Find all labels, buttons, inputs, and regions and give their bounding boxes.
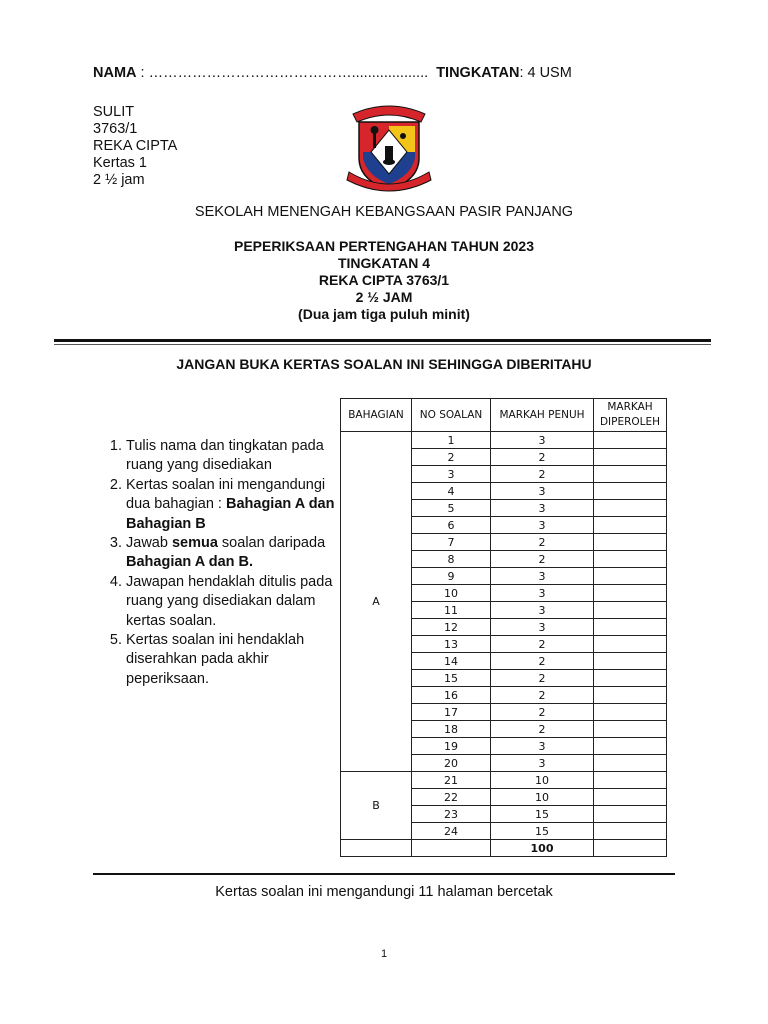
question-number-cell: 19 xyxy=(412,738,491,755)
warning-text: JANGAN BUKA KERTAS SOALAN INI SEHINGGA DIBERITAHU xyxy=(176,356,592,372)
question-number-cell: 6 xyxy=(412,517,491,534)
page-count-note: Kertas soalan ini mengandungi 11 halaman bercetak xyxy=(215,884,553,900)
full-marks-cell: 15 xyxy=(491,806,594,823)
full-marks-cell: 10 xyxy=(491,789,594,806)
full-marks-cell: 3 xyxy=(491,432,594,449)
question-number-cell: 13 xyxy=(412,636,491,653)
full-marks-cell: 2 xyxy=(491,721,594,738)
marks-obtained-cell xyxy=(594,636,667,653)
instruction-item: 1. Tulis nama dan tingkatan pada ruang yang disediakan xyxy=(126,437,341,476)
school-name: SEKOLAH MENENGAH KEBANGSAAN PASIR PANJANG xyxy=(194,204,574,220)
marks-obtained-cell xyxy=(594,534,667,551)
question-number-cell: 10 xyxy=(412,585,491,602)
marks-obtained-cell xyxy=(594,823,667,840)
marks-obtained-cell xyxy=(594,738,667,755)
marks-obtained-cell xyxy=(594,551,667,568)
question-number-cell: 12 xyxy=(412,619,491,636)
exam-title-block xyxy=(0,238,768,323)
marks-obtained-cell xyxy=(594,619,667,636)
tingkatan-value: : 4 USM xyxy=(519,65,572,81)
marks-table xyxy=(340,398,667,857)
table-header-row xyxy=(341,399,667,432)
marks-obtained-cell xyxy=(594,449,667,466)
marks-obtained-cell xyxy=(594,466,667,483)
marks-obtained-cell xyxy=(594,704,667,721)
school-crest-logo xyxy=(345,100,433,194)
empty-total-cell xyxy=(341,840,412,857)
question-number-cell: 3 xyxy=(412,466,491,483)
col-header-no-soalan: NO SOALAN xyxy=(412,399,491,432)
question-number-cell: 17 xyxy=(412,704,491,721)
full-marks-cell: 3 xyxy=(491,619,594,636)
question-number-cell: 5 xyxy=(412,500,491,517)
col-header-markah-penuh: MARKAH PENUH xyxy=(491,399,594,432)
marks-obtained-cell xyxy=(594,568,667,585)
name-line xyxy=(93,65,572,81)
question-number-cell: 22 xyxy=(412,789,491,806)
meta-line: 2 ½ jam xyxy=(93,172,145,188)
exam-title-line: REKA CIPTA 3763/1 xyxy=(318,272,450,288)
section-cell: A xyxy=(341,432,412,772)
marks-obtained-cell xyxy=(594,653,667,670)
full-marks-cell: 10 xyxy=(491,772,594,789)
meta-line: REKA CIPTA xyxy=(93,138,178,154)
exam-title-line: 2 ½ JAM xyxy=(355,289,413,305)
footer-divider xyxy=(93,873,675,875)
full-marks-cell: 2 xyxy=(491,551,594,568)
question-number-cell: 23 xyxy=(412,806,491,823)
marks-obtained-cell xyxy=(594,687,667,704)
full-marks-cell: 3 xyxy=(491,738,594,755)
question-number-cell: 9 xyxy=(412,568,491,585)
empty-total-cell xyxy=(594,840,667,857)
divider-thick xyxy=(54,339,711,342)
full-marks-cell: 2 xyxy=(491,466,594,483)
divider-thin xyxy=(54,344,711,345)
full-marks-cell: 15 xyxy=(491,823,594,840)
full-marks-cell: 2 xyxy=(491,449,594,466)
full-marks-cell: 3 xyxy=(491,602,594,619)
section-cell: B xyxy=(341,772,412,840)
meta-line: Kertas 1 xyxy=(93,155,147,171)
question-number-cell: 20 xyxy=(412,755,491,772)
exam-title-line: TINGKATAN 4 xyxy=(337,255,431,271)
instruction-item: 2. Kertas soalan ini mengandungi dua bahagian : Bahagian A dan Bahagian B xyxy=(126,476,341,534)
marks-obtained-cell xyxy=(594,500,667,517)
full-marks-cell: 2 xyxy=(491,636,594,653)
instruction-item: 3. Jawab semua soalan daripada Bahagian A dan B. xyxy=(126,534,341,573)
total-marks-cell: 100 xyxy=(491,840,594,857)
full-marks-cell: 3 xyxy=(491,568,594,585)
page-number: 1 xyxy=(380,948,388,960)
full-marks-cell: 3 xyxy=(491,517,594,534)
meta-line: SULIT xyxy=(93,104,135,120)
table-row xyxy=(341,432,667,449)
meta-line: 3763/1 xyxy=(93,121,138,137)
marks-obtained-cell xyxy=(594,772,667,789)
full-marks-cell: 3 xyxy=(491,755,594,772)
instructions-list xyxy=(98,437,341,689)
nama-label: NAMA xyxy=(93,65,137,81)
exam-title-line: PEPERIKSAAN PERTENGAHAN TAHUN 2023 xyxy=(233,238,534,254)
question-number-cell: 18 xyxy=(412,721,491,738)
question-number-cell: 11 xyxy=(412,602,491,619)
full-marks-cell: 2 xyxy=(491,687,594,704)
marks-obtained-cell xyxy=(594,483,667,500)
marks-obtained-cell xyxy=(594,517,667,534)
question-number-cell: 2 xyxy=(412,449,491,466)
full-marks-cell: 2 xyxy=(491,653,594,670)
full-marks-cell: 2 xyxy=(491,534,594,551)
question-number-cell: 1 xyxy=(412,432,491,449)
empty-total-cell xyxy=(412,840,491,857)
marks-obtained-cell xyxy=(594,755,667,772)
question-number-cell: 7 xyxy=(412,534,491,551)
question-number-cell: 8 xyxy=(412,551,491,568)
paper-meta xyxy=(93,104,177,189)
full-marks-cell: 3 xyxy=(491,585,594,602)
table-row xyxy=(341,772,667,789)
nama-separator: : xyxy=(136,65,149,81)
question-number-cell: 21 xyxy=(412,772,491,789)
marks-table-body xyxy=(341,432,667,857)
nama-blank: ……………………………………................... xyxy=(148,65,429,81)
marks-obtained-cell xyxy=(594,789,667,806)
instruction-item: 5. Kertas soalan ini hendaklah diserahkan pada akhir peperiksaan. xyxy=(126,631,341,689)
marks-obtained-cell xyxy=(594,432,667,449)
total-row xyxy=(341,840,667,857)
question-number-cell: 4 xyxy=(412,483,491,500)
question-number-cell: 16 xyxy=(412,687,491,704)
full-marks-cell: 2 xyxy=(491,670,594,687)
col-header-bahagian: BAHAGIAN xyxy=(341,399,412,432)
question-number-cell: 24 xyxy=(412,823,491,840)
marks-obtained-cell xyxy=(594,670,667,687)
tingkatan-label: TINGKATAN xyxy=(436,65,520,81)
marks-obtained-cell xyxy=(594,806,667,823)
col-header-markah-diperoleh: MARKAH DIPEROLEH xyxy=(594,399,667,432)
full-marks-cell: 3 xyxy=(491,500,594,517)
instruction-item: 4. Jawapan hendaklah ditulis pada ruang yang disediakan dalam kertas soalan. xyxy=(126,573,341,631)
exam-title-line: (Dua jam tiga puluh minit) xyxy=(298,306,470,322)
marks-obtained-cell xyxy=(594,721,667,738)
marks-obtained-cell xyxy=(594,585,667,602)
marks-obtained-cell xyxy=(594,602,667,619)
question-number-cell: 14 xyxy=(412,653,491,670)
question-number-cell: 15 xyxy=(412,670,491,687)
full-marks-cell: 3 xyxy=(491,483,594,500)
full-marks-cell: 2 xyxy=(491,704,594,721)
